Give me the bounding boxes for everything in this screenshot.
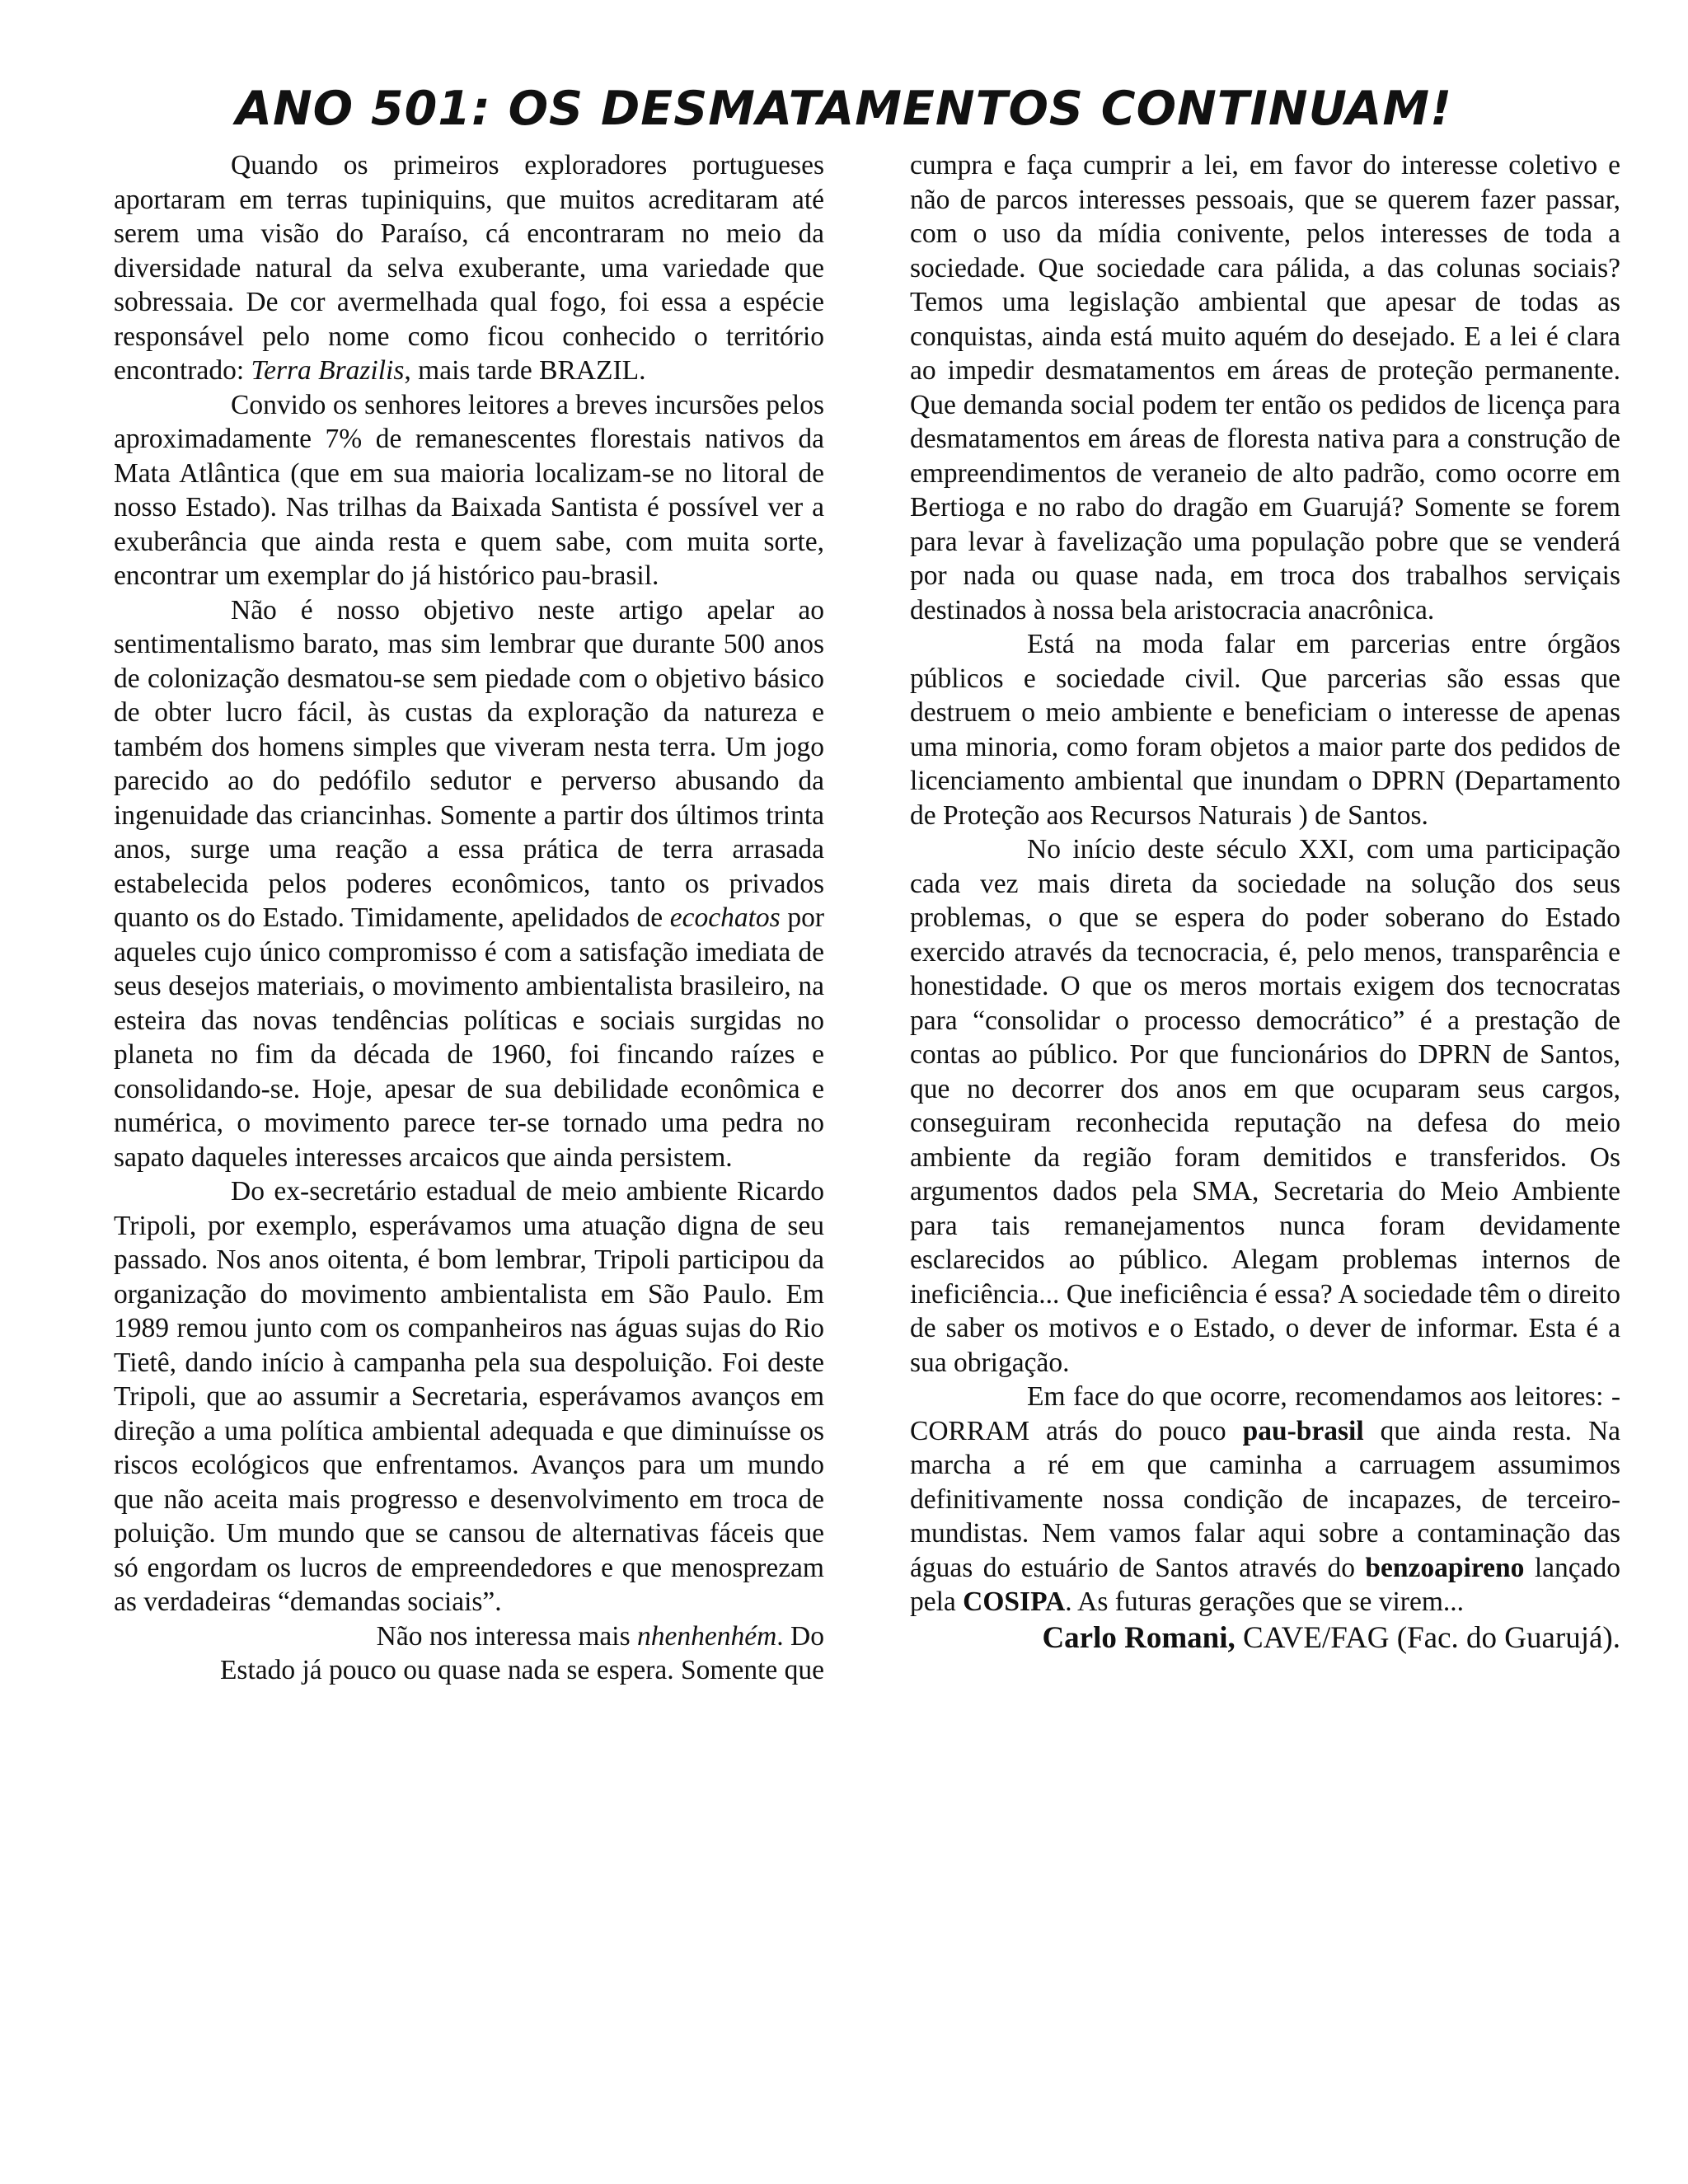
paragraph-1 — [114, 148, 824, 388]
author-name: Carlo Romani, — [1042, 1620, 1236, 1655]
author-affiliation: CAVE/FAG (Fac. do Guarujá). — [1235, 1620, 1620, 1655]
text-run: Quando os primeiros exploradores portugueses aportaram em terras tupiniquins, que muitos acreditaram até serem uma visão do Paraíso, cá encontraram no meio da diversidade natural da selva exuberante, uma variedade que sobressaia. De cor avermelhada qual fogo, foi essa a espécie responsável pelo nome como ficou conhecido o território encontrado: — [114, 150, 824, 386]
page-title: ANO 501: OS DESMATAMENTOS CONTINUAM! — [235, 82, 1453, 136]
paragraph-5-line-1 — [114, 1619, 824, 1654]
article-column-left — [114, 148, 824, 1688]
text-run: Não nos interessa mais — [376, 1620, 637, 1652]
paragraph-5-line-2: Estado já pouco ou quase nada se espera. Somente que — [219, 1655, 824, 1685]
paragraph-4: Do ex-secretário estadual de meio ambiente Ricardo Tripoli, por exemplo, esperávamos uma atuação digna de seu passado. Nos anos oitenta, é bom lembrar, Tripoli participou da organização do movimento ambientalista em São Paulo. Em 1989 remou junto com os companheiros nas águas sujas do Rio Tietê, dando início à campanha pela sua despoluição. Foi deste Tripoli, que ao assumir a Secretaria, esperávamos avanços em direção a uma política ambiental adequada e que diminuísse os riscos ecológicos que enfrentamos. Avanços para um mundo que não aceita mais progresso e desenvolvimento em troca de poluição. Um mundo que se cansou de alternativas fáceis que só engordam os lucros de empreendedores e que menosprezam as verdadeiras “demandas sociais”. — [114, 1176, 824, 1617]
text-run: por aqueles cujo único compromisso é com a satisfação imediata de seus desejos materiais, o movimento ambientalista brasileiro, na esteira das novas tendências políticas e sociais surgidas no planeta no fim da década de 1960, foi fincando raízes e consolidando-se. Hoje, apesar de sua debilidade econômica e numérica, o movimento parece ter-se tornado uma pedra no sapato daqueles interesses arcaicos que ainda persistem. — [114, 902, 825, 1173]
text-run: Em face do que ocorre, recomendamos aos leitores: - CORRAM atrás do pouco — [910, 1381, 1620, 1446]
text-run: que ainda resta. Na marcha a ré em que caminha a carruagem assumimos definitivamente nossa condição de incapazes, de terceiro-mundistas. Nem vamos falar aqui sobre a contaminação das águas do estuário de Santos através do — [910, 1415, 1621, 1583]
paragraph-2: Convido os senhores leitores a breves incursões pelos aproximadamente 7% de remanescentes florestais nativos da Mata Atlântica (que em sua maioria localizam-se no litoral de nosso Estado). Nas trilhas da Baixada Santista é possível ver a exuberância que ainda resta e quem sabe, com muita sorte, encontrar um exemplar do já histórico pau-brasil. — [114, 389, 824, 591]
text-run: Não é nosso objetivo neste artigo apelar ao sentimentalismo barato, mas sim lembrar que durante 500 anos de colonização desmatou-se sem piedade com o objetivo básico de obter lucro fácil, às custas da exploração da natureza e também dos homens simples que viveram nesta terra. Um jogo parecido ao do pedófilo sedutor e perverso abusando da ingenuidade das criancinhas. Somente a partir dos últimos trinta anos, surge uma reação a essa prática de terra arrasada estabelecida pelos poderes econômicos, tanto os privados quanto os do Estado. Timidamente, apelidados de — [114, 594, 824, 933]
italic-term: ecochatos — [669, 902, 781, 933]
text-run: . Do — [776, 1620, 824, 1652]
paragraph-3 — [114, 593, 824, 1175]
bold-term: benzoapireno — [1365, 1552, 1525, 1583]
paragraph-8: No início deste século XXI, com uma participação cada vez mais direta da sociedade na solução dos seus problemas, o que se espera do poder soberano do Estado exercido através da tecnocracia, é, pelo menos, transparência e honestidade. O que os meros mortais exigem dos tecnocratas para “consolidar o processo democrático” é a prestação de contas ao público. Por que funcionários do DPRN de Santos, que no decorrer dos anos em que ocuparam seus cargos, conseguiram reconhecida reputação na defesa do meio ambiente da região foram demitidos e transferidos. Os argumentos dados pela SMA, Secretaria do Meio Ambiente para tais remanejamentos nunca foram devidamente esclarecidos ao público. Alegam problemas internos de ineficiência... Que ineficiência é essa? A sociedade têm o direito de saber os motivos e o Estado, o dever de informar. Esta é a sua obrigação. — [910, 834, 1620, 1378]
article-column-right — [910, 148, 1620, 1657]
paragraph-7: Está na moda falar em parcerias entre órgãos públicos e sociedade civil. Que parcerias são essas que destruem o meio ambiente e beneficiam o interesse de apenas uma minoria, como foram objetos a maior parte dos pedidos de licenciamento ambiental que inundam o DPRN (Departamento de Proteção aos Recursos Naturais ) de Santos. — [910, 629, 1620, 831]
bold-term: COSIPA — [963, 1586, 1066, 1617]
italic-term: Terra Brazilis — [251, 355, 405, 386]
paragraph-6: cumpra e faça cumprir a lei, em favor do interesse coletivo e não de parcos interesses pessoais, que se querem fazer passar, com o uso da mídia conivente, pelos interesses de toda a sociedade. Que sociedade cara pálida, a das colunas sociais? Temos uma legislação ambiental que apesar de todas as conquistas, ainda está muito aquém do desejado. E a lei é clara ao impedir desmatamentos em áreas de proteção permanente. Que demanda social podem ter então os pedidos de licença para desmatamentos em áreas de floresta nativa para a construção de empreendimentos de veraneio de alto padrão, como ocorre em Bertioga e no rabo do dragão em Guarujá? Somente se forem para levar à favelização uma população pobre que se venderá por nada ou quase nada, em troca dos trabalhos serviçais destinados à nossa bela aristocracia anacrônica. — [910, 150, 1620, 626]
paragraph-9 — [910, 1380, 1620, 1619]
text-run: lançado pela — [910, 1552, 1621, 1617]
bold-term: pau-brasil — [1242, 1415, 1364, 1446]
italic-term: nhenhenhém — [636, 1620, 777, 1652]
text-run: , mais tarde BRAZIL. — [404, 355, 646, 386]
author-signature — [910, 1619, 1620, 1657]
text-run: . As futuras gerações que se virem... — [1065, 1586, 1465, 1617]
